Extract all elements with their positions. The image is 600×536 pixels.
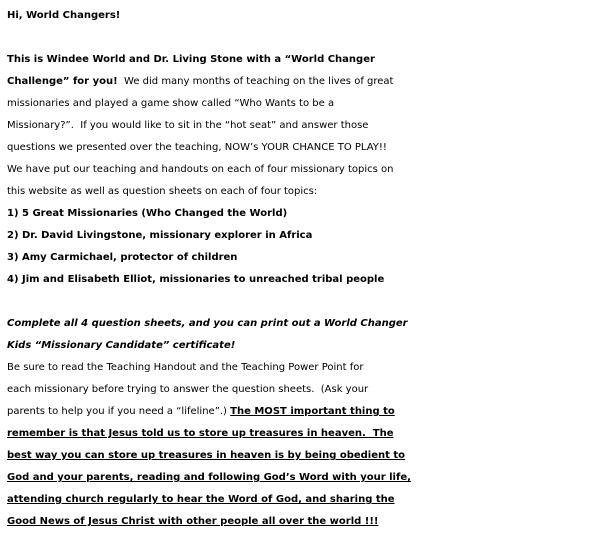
intro-line-6: We have put our teaching and handouts on each of four missionary topics on	[7, 164, 394, 175]
topic-item: 3) Amy Carmichael, protector of children	[7, 252, 238, 263]
intro-line-2-rest: We did many months of teaching on the lives of great	[117, 76, 394, 87]
important-text-start: The MOST important thing to	[230, 406, 395, 417]
instructions-line-3-plain: parents to help you if you need a “lifeline”.)	[7, 406, 227, 417]
challenge-line-1: Complete all 4 question sheets, and you can print out a World Changer	[7, 318, 408, 329]
intro-paragraph	[7, 49, 595, 203]
intro-line-5: questions we presented over the teaching, NOW’s YOUR CHANCE TO PLAY!!	[7, 142, 387, 153]
greeting: Hi, World Changers!	[7, 10, 121, 21]
challenge-paragraph	[7, 313, 595, 357]
instructions-line-3	[7, 401, 595, 423]
intro-line-2-bold: Challenge” for you!	[7, 76, 118, 87]
intro-line-2	[7, 71, 595, 93]
instructions-line-2: each missionary before trying to answer the question sheets. (Ask your	[7, 384, 369, 395]
paragraph-gap	[7, 27, 595, 49]
topic-item: 1) 5 Great Missionaries (Who Changed the World)	[7, 208, 288, 219]
intro-line-3: missionaries and played a game show called “Who Wants to be a	[7, 98, 335, 109]
important-line-4: remember is that Jesus told us to store up treasures in heaven. The	[7, 428, 394, 439]
challenge-line-2: Kids “Missionary Candidate” certificate!	[7, 340, 236, 351]
intro-line-7: this website as well as question sheets on each of four topics:	[7, 186, 318, 197]
important-line-5: best way you can store up treasures in heaven is by being obedient to	[7, 450, 406, 461]
instructions-line-1: Be sure to read the Teaching Handout and the Teaching Power Point for	[7, 362, 364, 373]
intro-line-1: This is Windee World and Dr. Living Stone with a “World Changer	[7, 54, 375, 65]
intro-line-4: Missionary?”. If you would like to sit in the “hot seat” and answer those	[7, 120, 369, 131]
important-line-7: attending church regularly to hear the Word of God, and sharing the	[7, 494, 395, 505]
instructions-paragraph	[7, 357, 595, 533]
important-line-6: God and your parents, reading and following God’s Word with your life,	[7, 472, 411, 483]
important-line-8: Good News of Jesus Christ with other people all over the world !!!	[7, 516, 379, 527]
document-body	[7, 5, 595, 533]
topic-list	[7, 203, 595, 291]
topic-item: 2) Dr. David Livingstone, missionary explorer in Africa	[7, 230, 313, 241]
paragraph-gap	[7, 291, 595, 313]
topic-item: 4) Jim and Elisabeth Elliot, missionaries to unreached tribal people	[7, 274, 385, 285]
